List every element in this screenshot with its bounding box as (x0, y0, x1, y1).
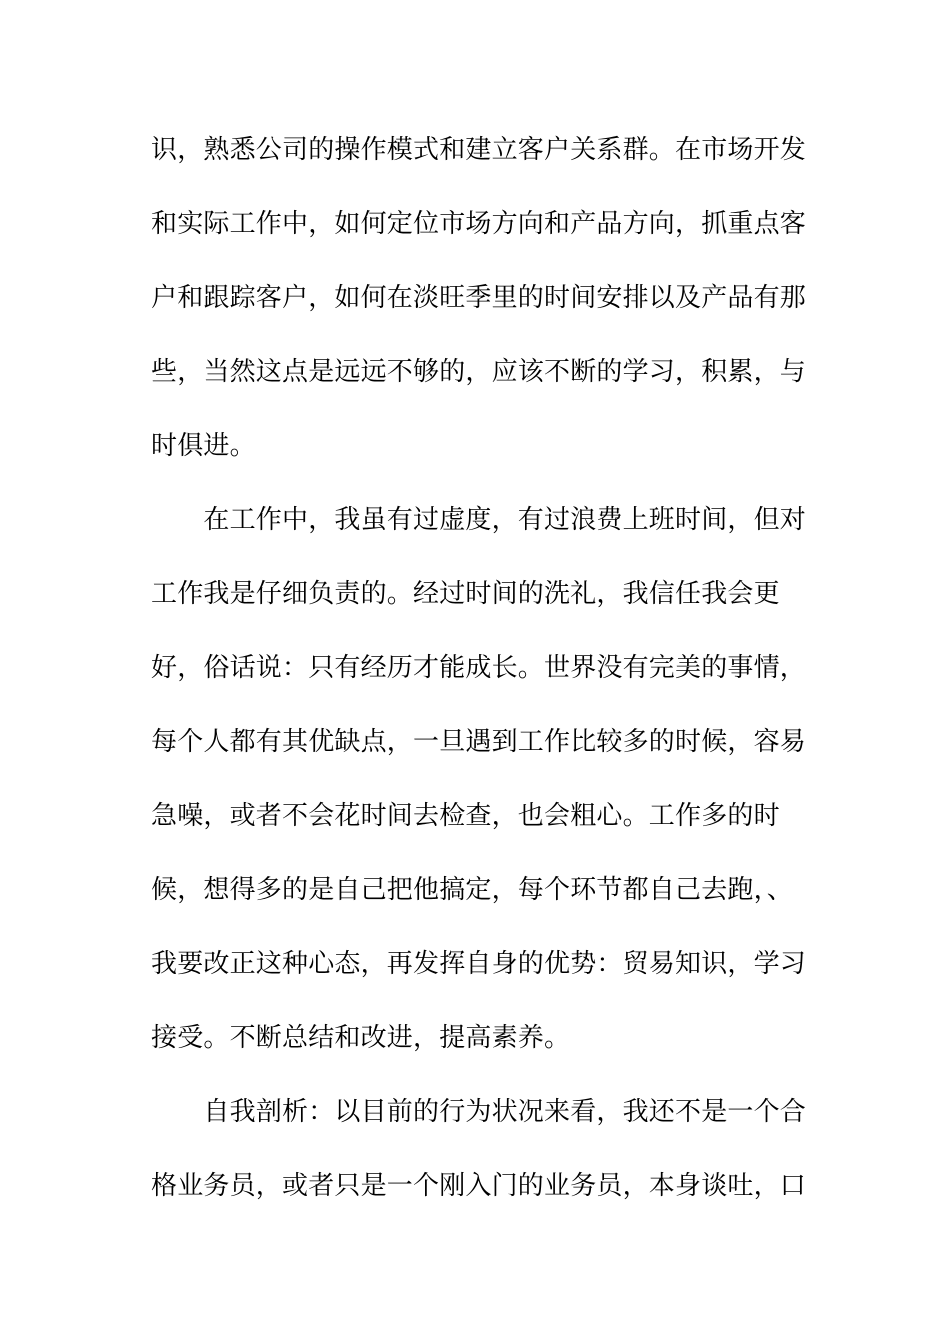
text-line: 在工作中，我虽有过虚度，有过浪费上班时间，但对 (151, 505, 807, 535)
text-line: 些，当然这点是远远不够的，应该不断的学习，积累，与 (151, 357, 807, 387)
text-line: 格业务员，或者只是一个刚入门的业务员，本身谈吐，口 (151, 1171, 807, 1201)
body-text (151, 128, 807, 1238)
text-line: 每个人都有其优缺点，一旦遇到工作比较多的时候，容易 (151, 727, 807, 757)
text-line: 工作我是仔细负责的。经过时间的洗礼，我信任我会更 (151, 579, 780, 609)
text-line: 时俱进。 (151, 431, 256, 461)
text-line: 接受。不断总结和改进，提高素养。 (151, 1023, 571, 1053)
text-line: 我要改正这种心态，再发挥自身的优势：贸易知识，学习 (151, 949, 807, 979)
text-line: 急噪，或者不会花时间去检查，也会粗心。工作多的时 (151, 801, 780, 831)
text-line: 识，熟悉公司的操作模式和建立客户关系群。在市场开发 (151, 135, 807, 165)
text-line: 户和跟踪客户，如何在淡旺季里的时间安排以及产品有那 (151, 283, 807, 313)
text-line: 好，俗话说：只有经历才能成长。世界没有完美的事情， (151, 653, 807, 683)
text-line: 和实际工作中，如何定位市场方向和产品方向，抓重点客 (151, 209, 807, 239)
text-line: 候，想得多的是自己把他搞定，每个环节都自己去跑，、 (151, 875, 794, 905)
text-line: 自我剖析：以目前的行为状况来看，我还不是一个合 (151, 1097, 807, 1127)
